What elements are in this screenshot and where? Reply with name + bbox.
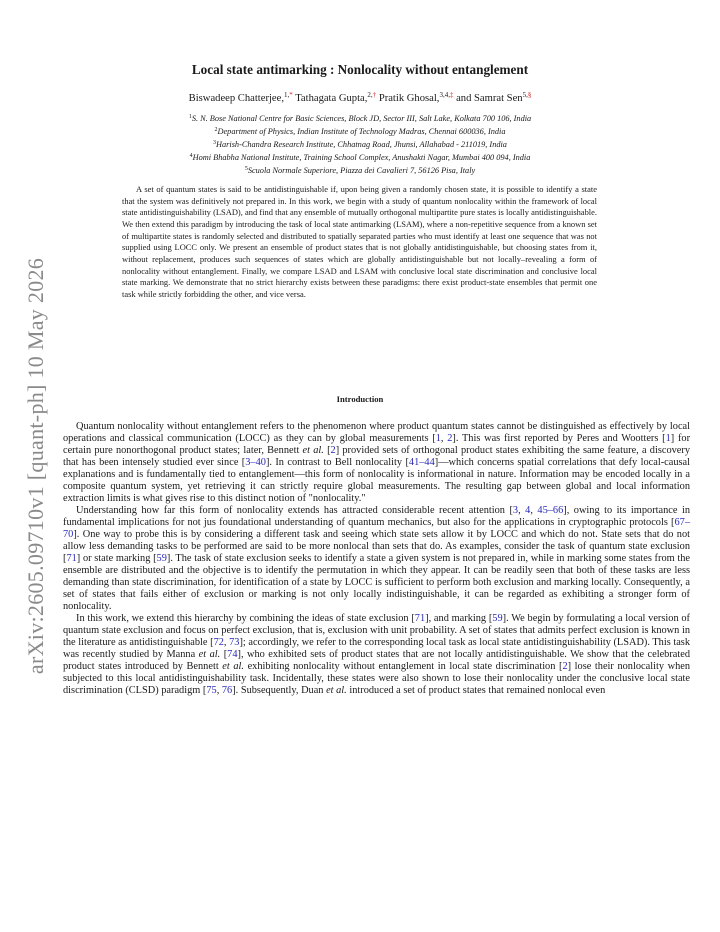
author-footnote-link[interactable]: ‡ xyxy=(449,91,454,99)
citation-link[interactable]: 76 xyxy=(221,685,233,697)
citation-link[interactable]: 59 xyxy=(156,553,167,565)
citation-link[interactable]: 1 xyxy=(665,433,671,445)
affiliation-text: Scuola Normale Superiore, Piazza dei Cavalieri 7, 56126 Pisa, Italy xyxy=(247,165,476,175)
citation-link[interactable]: 3–40 xyxy=(245,457,266,469)
author-footnote-link[interactable]: * xyxy=(289,91,293,99)
author-affiliation-number: 3,4, xyxy=(439,91,450,99)
citation-link[interactable]: 71 xyxy=(66,553,77,565)
abstract: A set of quantum states is said to be antidistinguishable if, upon being given a randomly chosen state, it is possible to identify a state that the system was definitively not prepared in. In this work, we begin with a study of quantum nonlocality within the framework of local state antidistinguishability (LSAD), and find that any ensemble of mutually orthogonal multipartite pure states is locally antidistinguishable. We then extend this paradigm by introducing the task of local state antimarking (LSAM), where a non-repetitive sequence from a known set of multipartite states is randomly selected and distributed to spatially separated parties who must identify at least one sequence that was not supplied using LOCC only. We present an ensemble of product states that is not globally antidistinguishable, but choosing states from it, without replacement, produces such sequences of states which are globally antidistinguishable but not locally–revealing a form of nonlocality without entanglement. Finally, we compare LSAD and LSAM with conclusive local state discrimination and conclusive local state marking. We demonstrate that no strict hierarchy exists between these paradigms: there exist product-state ensembles that permit one task while strictly forbidding the other, and vice versa. xyxy=(122,184,597,299)
author-name: Pratik Ghosal, xyxy=(378,93,440,104)
citation-link[interactable]: 2 xyxy=(447,433,453,445)
author-name: Biswadeep Chatterjee, xyxy=(188,93,284,104)
affiliation-text: Homi Bhabha National Institute, Training School Complex, Anushakti Nagar, Mumbai 400 094, India xyxy=(192,152,531,162)
affiliation-line xyxy=(0,125,720,138)
citation-link[interactable]: 2 xyxy=(330,445,336,457)
author-footnote-link[interactable]: § xyxy=(527,91,532,99)
citation-link[interactable]: 4 xyxy=(525,505,531,517)
affiliation-text: Harish-Chandra Research Institute, Chhatnag Road, Jhunsi, Allahabad - 211019, India xyxy=(216,139,507,149)
affiliation-number: 4 xyxy=(189,152,193,159)
author-footnote-link[interactable]: † xyxy=(372,91,377,99)
citation-link[interactable]: 1 xyxy=(435,433,441,445)
author-name: Tathagata Gupta, xyxy=(295,93,368,104)
author-affiliation-number: 1, xyxy=(283,91,290,99)
affiliation-line xyxy=(0,112,720,125)
author-affiliation-number: 5, xyxy=(522,91,528,99)
affiliation-number: 5 xyxy=(244,165,248,172)
citation-link[interactable]: 71 xyxy=(414,613,426,625)
affiliation-line xyxy=(0,164,720,177)
body-paragraph: In this work, we extend this hierarchy by combining the ideas of state exclusion [71], and marking [59]. We begin by formulating a local version of quantum state exclusion and focus on perfect exclusion, that is, exclusion with unit probability. A set of states that admits perfect exclusion is known in the literature as antidistinguishable [72, 73]; accordingly, we refer to the corresponding local task as local state antidistinguishability (LSAD). This task was recently studied by Manna et al. [74], who exhibited sets of product states that are not locally antidistinguishable. We show that the celebrated product states introduced by Bennett et al. exhibiting nonlocality without entanglement in local state discrimination [2] lose their nonlocality when subjected to this local antidistinguishability task. Incidentally, these states were also shown to lose their nonlocality under the conclusive local state discrimination (CLSD) paradigm [75, 76]. Subsequently, Duan et al. introduced a set of product states that remained nonlocal even xyxy=(63,613,691,697)
citation-link[interactable]: 41–44 xyxy=(408,457,435,469)
citation-link[interactable]: 59 xyxy=(492,613,503,625)
citation-link[interactable]: 73 xyxy=(229,637,240,649)
author-affiliation-number: 2, xyxy=(367,91,373,99)
author-name: Samrat Sen xyxy=(474,93,523,104)
citation-link[interactable]: 67–70 xyxy=(63,517,690,541)
citation-link[interactable]: 3 xyxy=(512,505,519,517)
italic-text: et al. xyxy=(302,445,324,457)
author-list: Biswadeep Chatterjee,$^{1,*}$ Tathagata Gupta,$^{2,\dagger}$ Pratik Ghosal,$^{3,4,\ddagger}$ and Samrat Sen$^{5,\S}$ xyxy=(188,91,532,104)
introduction-body xyxy=(63,421,690,697)
citation-link[interactable]: 2 xyxy=(562,661,568,673)
italic-text: et al. xyxy=(326,685,347,697)
affiliation-text: S. N. Bose National Centre for Basic Sciences, Block JD, Sector III, Salt Lake, Kolkata 700 106, India xyxy=(191,114,532,123)
citation-link[interactable]: 74 xyxy=(227,649,238,661)
italic-text: et al. xyxy=(198,649,221,661)
italic-text: et al. xyxy=(222,661,244,673)
citation-link[interactable]: 72 xyxy=(213,637,224,649)
affiliation-number: 1 xyxy=(188,114,192,120)
affiliation-line xyxy=(0,151,720,164)
paper-title: Local state antimarking : Nonlocality without entanglement xyxy=(191,62,529,77)
section-heading-introduction: Introduction xyxy=(336,394,384,404)
affiliation-list xyxy=(0,112,720,177)
affiliation-line xyxy=(0,138,720,151)
arxiv-identifier: arXiv:2605.09710v1 [quant-ph] 10 May 2026 xyxy=(23,257,48,675)
affiliation-number: 2 xyxy=(214,126,218,133)
citation-link[interactable]: 75 xyxy=(206,685,217,697)
body-paragraph: Understanding how far this form of nonlocality extends has attracted considerable recent attention [3, 4, 45–66], owing to its importance in fundamental implications for not jus foundational understanding of quantum mechanics, but also for the applications in cryptographic protocols [67–70]. One way to probe this is by considering a different task and seeing which state sets allow it by LOCC and which do not. State sets that do not allow less demanding tasks to be performed are said to be more nonlocal than sets that do. As examples, consider the task of quantum state exclusion [71] or state marking [59]. The task of state exclusion seeks to identify a state a given system is not prepared in, while in marking some states from the ensemble are distributed and the objective is to identify the permutation in which they appear. It can be readily seen that both of these tasks are less demanding than state discrimination, for identification of a state by LOCC is sufficient to perform both exclusion and marking locally. Consequently, a set of states that fails either of exclusion or marking is not only locally indistinguishable, it can be regarded as exhibiting a stronger form of nonlocality. xyxy=(63,505,690,613)
affiliation-text: Department of Physics, Indian Institute of Technology Madras, Chennai 600036, India xyxy=(217,126,506,136)
citation-link[interactable]: 45–66 xyxy=(537,505,564,517)
affiliation-number: 3 xyxy=(213,139,217,146)
body-paragraph: Quantum nonlocality without entanglement refers to the phenomenon where product quantum states cannot be distinguished as effectively by local operations and classical communication (LOCC) as they can by global measurements [1, 2]. This was first reported by Peres and Wootters [1] for certain pure nonorthogonal product states; later, Bennett et al. [2] provided sets of orthogonal product states exhibiting the same feature, a discovery that has been intensely studied ever since [3–40]. In contrast to Bell nonlocality [41–44]—which concerns spatial correlations that defy local-causal explanations and is fundamentally tied to entanglement—this form of nonlocality is informational in nature. Information may be encoded locally in a composite quantum system, yet retrieving it can strictly require global measurements. The resulting gap between global and local information extraction limits is what gives rise to this distinct notion of "nonlocality." xyxy=(63,421,691,505)
